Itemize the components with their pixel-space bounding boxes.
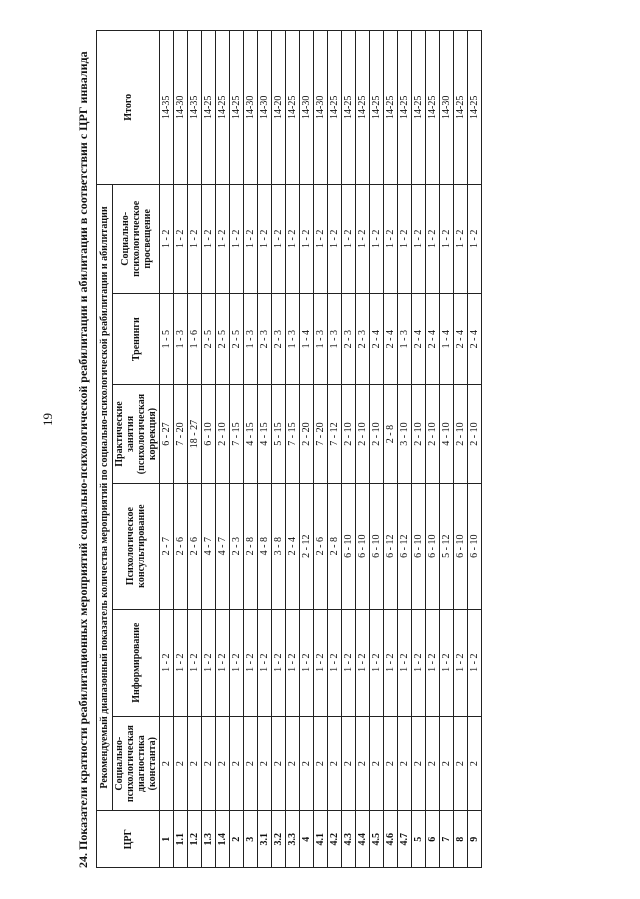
cell-education: 1 - 2: [174, 184, 188, 294]
cell-education: 1 - 2: [202, 184, 216, 294]
cell-practical: 3 - 10: [398, 385, 412, 483]
column-header-practical: Практические занятия (психологическая коррекция): [113, 385, 160, 483]
cell-total: 14-25: [412, 31, 426, 185]
cell-diagnostics: 2: [272, 716, 286, 811]
table-row: [244, 31, 258, 868]
cell-crg-code: 2: [230, 811, 244, 868]
column-header-consulting: Психологическое консультирование: [113, 483, 160, 609]
cell-diagnostics: 2: [468, 716, 482, 811]
cell-total: 14-30: [174, 31, 188, 185]
table-row: [314, 31, 328, 868]
cell-trainings: 1 - 3: [328, 294, 342, 385]
cell-total: 14-30: [300, 31, 314, 185]
table-row: [412, 31, 426, 868]
cell-practical: 2 - 20: [300, 385, 314, 483]
column-header-education: Социально-психологическое просвещение: [113, 184, 160, 294]
column-header-trainings: Тренинги: [113, 294, 160, 385]
cell-trainings: 1 - 3: [286, 294, 300, 385]
cell-consulting: 4 - 7: [216, 483, 230, 609]
cell-trainings: 2 - 4: [412, 294, 426, 385]
cell-crg-code: 9: [468, 811, 482, 868]
cell-diagnostics: 2: [300, 716, 314, 811]
cell-informing: 1 - 2: [370, 609, 384, 716]
cell-practical: 6 - 10: [202, 385, 216, 483]
cell-consulting: 6 - 10: [468, 483, 482, 609]
cell-diagnostics: 2: [188, 716, 202, 811]
table-row: [286, 31, 300, 868]
table-row: [188, 31, 202, 868]
cell-practical: 2 - 10: [412, 385, 426, 483]
cell-total: 14-35: [188, 31, 202, 185]
cell-informing: 1 - 2: [328, 609, 342, 716]
cell-total: 14-25: [384, 31, 398, 185]
cell-diagnostics: 2: [174, 716, 188, 811]
table-row: [398, 31, 412, 868]
cell-diagnostics: 2: [342, 716, 356, 811]
column-header-informing: Информирование: [113, 609, 160, 716]
cell-practical: 2 - 10: [342, 385, 356, 483]
cell-crg-code: 1.4: [216, 811, 230, 868]
cell-trainings: 1 - 4: [440, 294, 454, 385]
cell-consulting: 3 - 8: [272, 483, 286, 609]
section-heading: 24. Показатели кратности реабилитационных мероприятий социально-психологической реабилитации и абилитации в соответствии с ЦРГ инвалида: [76, 51, 90, 868]
cell-crg-code: 4.4: [356, 811, 370, 868]
table-row: [426, 31, 440, 868]
group-header: Рекомендуемый диапазонный показатель количества мероприятий по социально-психологической реабилитации и абилитации: [97, 184, 113, 811]
cell-trainings: 2 - 4: [454, 294, 468, 385]
table-row: [272, 31, 286, 868]
table-body: [160, 31, 482, 868]
page-number: 19: [40, 413, 55, 426]
cell-trainings: 2 - 3: [272, 294, 286, 385]
cell-informing: 1 - 2: [286, 609, 300, 716]
cell-informing: 1 - 2: [426, 609, 440, 716]
cell-education: 1 - 2: [412, 184, 426, 294]
table-row: [370, 31, 384, 868]
cell-consulting: 2 - 6: [174, 483, 188, 609]
cell-total: 14-25: [216, 31, 230, 185]
cell-trainings: 2 - 3: [342, 294, 356, 385]
cell-education: 1 - 2: [356, 184, 370, 294]
cell-consulting: 2 - 6: [188, 483, 202, 609]
cell-trainings: 1 - 3: [314, 294, 328, 385]
cell-practical: 2 - 8: [384, 385, 398, 483]
cell-informing: 1 - 2: [160, 609, 174, 716]
cell-total: 14-25: [468, 31, 482, 185]
cell-consulting: 6 - 12: [384, 483, 398, 609]
cell-crg-code: 4: [300, 811, 314, 868]
table-row: [328, 31, 342, 868]
cell-informing: 1 - 2: [356, 609, 370, 716]
cell-crg-code: 3: [244, 811, 258, 868]
cell-consulting: 2 - 12: [300, 483, 314, 609]
cell-total: 14-35: [160, 31, 174, 185]
cell-trainings: 2 - 4: [384, 294, 398, 385]
cell-informing: 1 - 2: [230, 609, 244, 716]
column-header-crg: ЦРГ: [97, 811, 160, 868]
cell-practical: 2 - 10: [370, 385, 384, 483]
table-row: [174, 31, 188, 868]
cell-trainings: 2 - 3: [258, 294, 272, 385]
cell-consulting: 6 - 10: [412, 483, 426, 609]
cell-education: 1 - 2: [230, 184, 244, 294]
cell-diagnostics: 2: [314, 716, 328, 811]
cell-informing: 1 - 2: [412, 609, 426, 716]
cell-diagnostics: 2: [160, 716, 174, 811]
cell-crg-code: 4.5: [370, 811, 384, 868]
cell-crg-code: 4.1: [314, 811, 328, 868]
cell-crg-code: 4.2: [328, 811, 342, 868]
table-row: [258, 31, 272, 868]
cell-consulting: 2 - 3: [230, 483, 244, 609]
cell-trainings: 1 - 6: [188, 294, 202, 385]
cell-total: 14-20: [272, 31, 286, 185]
cell-informing: 1 - 2: [468, 609, 482, 716]
cell-practical: 6 - 27: [160, 385, 174, 483]
cell-practical: 4 - 10: [440, 385, 454, 483]
cell-informing: 1 - 2: [384, 609, 398, 716]
cell-diagnostics: 2: [398, 716, 412, 811]
cell-consulting: 2 - 7: [160, 483, 174, 609]
cell-consulting: 2 - 8: [328, 483, 342, 609]
cell-education: 1 - 2: [426, 184, 440, 294]
cell-diagnostics: 2: [230, 716, 244, 811]
cell-diagnostics: 2: [286, 716, 300, 811]
cell-diagnostics: 2: [244, 716, 258, 811]
cell-education: 1 - 2: [244, 184, 258, 294]
cell-practical: 4 - 15: [258, 385, 272, 483]
cell-informing: 1 - 2: [202, 609, 216, 716]
cell-crg-code: 3.3: [286, 811, 300, 868]
cell-crg-code: 8: [454, 811, 468, 868]
cell-crg-code: 4.3: [342, 811, 356, 868]
column-header-diagnostics: Социально-психологическая диагностика (константа): [113, 716, 160, 811]
cell-consulting: 2 - 8: [244, 483, 258, 609]
table-row: [384, 31, 398, 868]
cell-total: 14-30: [440, 31, 454, 185]
cell-diagnostics: 2: [356, 716, 370, 811]
cell-total: 14-25: [426, 31, 440, 185]
cell-consulting: 2 - 6: [314, 483, 328, 609]
cell-education: 1 - 2: [272, 184, 286, 294]
cell-total: 14-25: [286, 31, 300, 185]
cell-consulting: 5 - 12: [440, 483, 454, 609]
cell-consulting: 6 - 10: [342, 483, 356, 609]
table-row: [300, 31, 314, 868]
cell-diagnostics: 2: [258, 716, 272, 811]
cell-trainings: 2 - 3: [356, 294, 370, 385]
cell-trainings: 1 - 5: [160, 294, 174, 385]
cell-informing: 1 - 2: [398, 609, 412, 716]
rotated-page-content: [76, 30, 482, 868]
cell-total: 14-25: [202, 31, 216, 185]
cell-total: 14-25: [370, 31, 384, 185]
cell-crg-code: 4.7: [398, 811, 412, 868]
cell-consulting: 6 - 10: [356, 483, 370, 609]
cell-trainings: 2 - 5: [202, 294, 216, 385]
cell-diagnostics: 2: [440, 716, 454, 811]
cell-total: 14-30: [258, 31, 272, 185]
cell-trainings: 1 - 4: [300, 294, 314, 385]
cell-education: 1 - 2: [286, 184, 300, 294]
cell-informing: 1 - 2: [272, 609, 286, 716]
cell-total: 14-25: [328, 31, 342, 185]
cell-crg-code: 1.2: [188, 811, 202, 868]
cell-informing: 1 - 2: [454, 609, 468, 716]
cell-diagnostics: 2: [412, 716, 426, 811]
cell-informing: 1 - 2: [300, 609, 314, 716]
cell-consulting: 6 - 10: [426, 483, 440, 609]
cell-practical: 4 - 15: [244, 385, 258, 483]
cell-education: 1 - 2: [468, 184, 482, 294]
cell-informing: 1 - 2: [440, 609, 454, 716]
cell-education: 1 - 2: [160, 184, 174, 294]
table-row: [230, 31, 244, 868]
cell-diagnostics: 2: [370, 716, 384, 811]
cell-informing: 1 - 2: [342, 609, 356, 716]
cell-education: 1 - 2: [370, 184, 384, 294]
cell-trainings: 2 - 4: [370, 294, 384, 385]
cell-crg-code: 7: [440, 811, 454, 868]
cell-consulting: 4 - 7: [202, 483, 216, 609]
cell-crg-code: 3.1: [258, 811, 272, 868]
cell-consulting: 6 - 10: [454, 483, 468, 609]
cell-trainings: 1 - 3: [174, 294, 188, 385]
cell-practical: 2 - 10: [454, 385, 468, 483]
cell-trainings: 1 - 3: [398, 294, 412, 385]
cell-total: 14-30: [244, 31, 258, 185]
cell-education: 1 - 2: [314, 184, 328, 294]
cell-trainings: 1 - 3: [244, 294, 258, 385]
cell-practical: 7 - 15: [230, 385, 244, 483]
cell-diagnostics: 2: [384, 716, 398, 811]
table-row: [216, 31, 230, 868]
table-header-row: [97, 31, 113, 868]
cell-crg-code: 5: [412, 811, 426, 868]
cell-total: 14-25: [342, 31, 356, 185]
cell-consulting: 6 - 10: [370, 483, 384, 609]
cell-crg-code: 1.3: [202, 811, 216, 868]
cell-total: 14-30: [314, 31, 328, 185]
cell-diagnostics: 2: [328, 716, 342, 811]
cell-diagnostics: 2: [426, 716, 440, 811]
table-row: [202, 31, 216, 868]
table-row: [454, 31, 468, 868]
cell-education: 1 - 2: [300, 184, 314, 294]
cell-practical: 5 - 15: [272, 385, 286, 483]
cell-practical: 7 - 20: [174, 385, 188, 483]
cell-practical: 7 - 20: [314, 385, 328, 483]
cell-informing: 1 - 2: [188, 609, 202, 716]
cell-education: 1 - 2: [398, 184, 412, 294]
cell-practical: 7 - 15: [286, 385, 300, 483]
cell-informing: 1 - 2: [258, 609, 272, 716]
cell-total: 14-25: [454, 31, 468, 185]
cell-crg-code: 6: [426, 811, 440, 868]
cell-diagnostics: 2: [454, 716, 468, 811]
cell-informing: 1 - 2: [174, 609, 188, 716]
cell-practical: 2 - 10: [216, 385, 230, 483]
cell-informing: 1 - 2: [244, 609, 258, 716]
cell-crg-code: 1: [160, 811, 174, 868]
cell-informing: 1 - 2: [216, 609, 230, 716]
cell-diagnostics: 2: [202, 716, 216, 811]
table-row: [468, 31, 482, 868]
table-row: [356, 31, 370, 868]
rehabilitation-frequency-table: [96, 30, 482, 868]
cell-trainings: 2 - 5: [230, 294, 244, 385]
cell-practical: 2 - 10: [426, 385, 440, 483]
table-row: [342, 31, 356, 868]
cell-total: 14-25: [398, 31, 412, 185]
cell-consulting: 4 - 8: [258, 483, 272, 609]
cell-total: 14-25: [230, 31, 244, 185]
cell-trainings: 2 - 4: [468, 294, 482, 385]
cell-education: 1 - 2: [328, 184, 342, 294]
cell-education: 1 - 2: [216, 184, 230, 294]
table-row: [440, 31, 454, 868]
cell-trainings: 2 - 5: [216, 294, 230, 385]
cell-consulting: 6 - 12: [398, 483, 412, 609]
cell-education: 1 - 2: [384, 184, 398, 294]
cell-consulting: 2 - 4: [286, 483, 300, 609]
cell-total: 14-25: [356, 31, 370, 185]
cell-crg-code: 3.2: [272, 811, 286, 868]
cell-education: 1 - 2: [188, 184, 202, 294]
column-header-total: Итого: [97, 31, 160, 185]
cell-education: 1 - 2: [454, 184, 468, 294]
cell-education: 1 - 2: [440, 184, 454, 294]
cell-crg-code: 4.6: [384, 811, 398, 868]
cell-practical: 2 - 10: [356, 385, 370, 483]
cell-crg-code: 1.1: [174, 811, 188, 868]
cell-practical: 7 - 12: [328, 385, 342, 483]
table-row: [160, 31, 174, 868]
cell-practical: 2 - 10: [468, 385, 482, 483]
cell-education: 1 - 2: [342, 184, 356, 294]
cell-diagnostics: 2: [216, 716, 230, 811]
cell-education: 1 - 2: [258, 184, 272, 294]
cell-informing: 1 - 2: [314, 609, 328, 716]
cell-trainings: 2 - 4: [426, 294, 440, 385]
cell-practical: 18 - 27: [188, 385, 202, 483]
